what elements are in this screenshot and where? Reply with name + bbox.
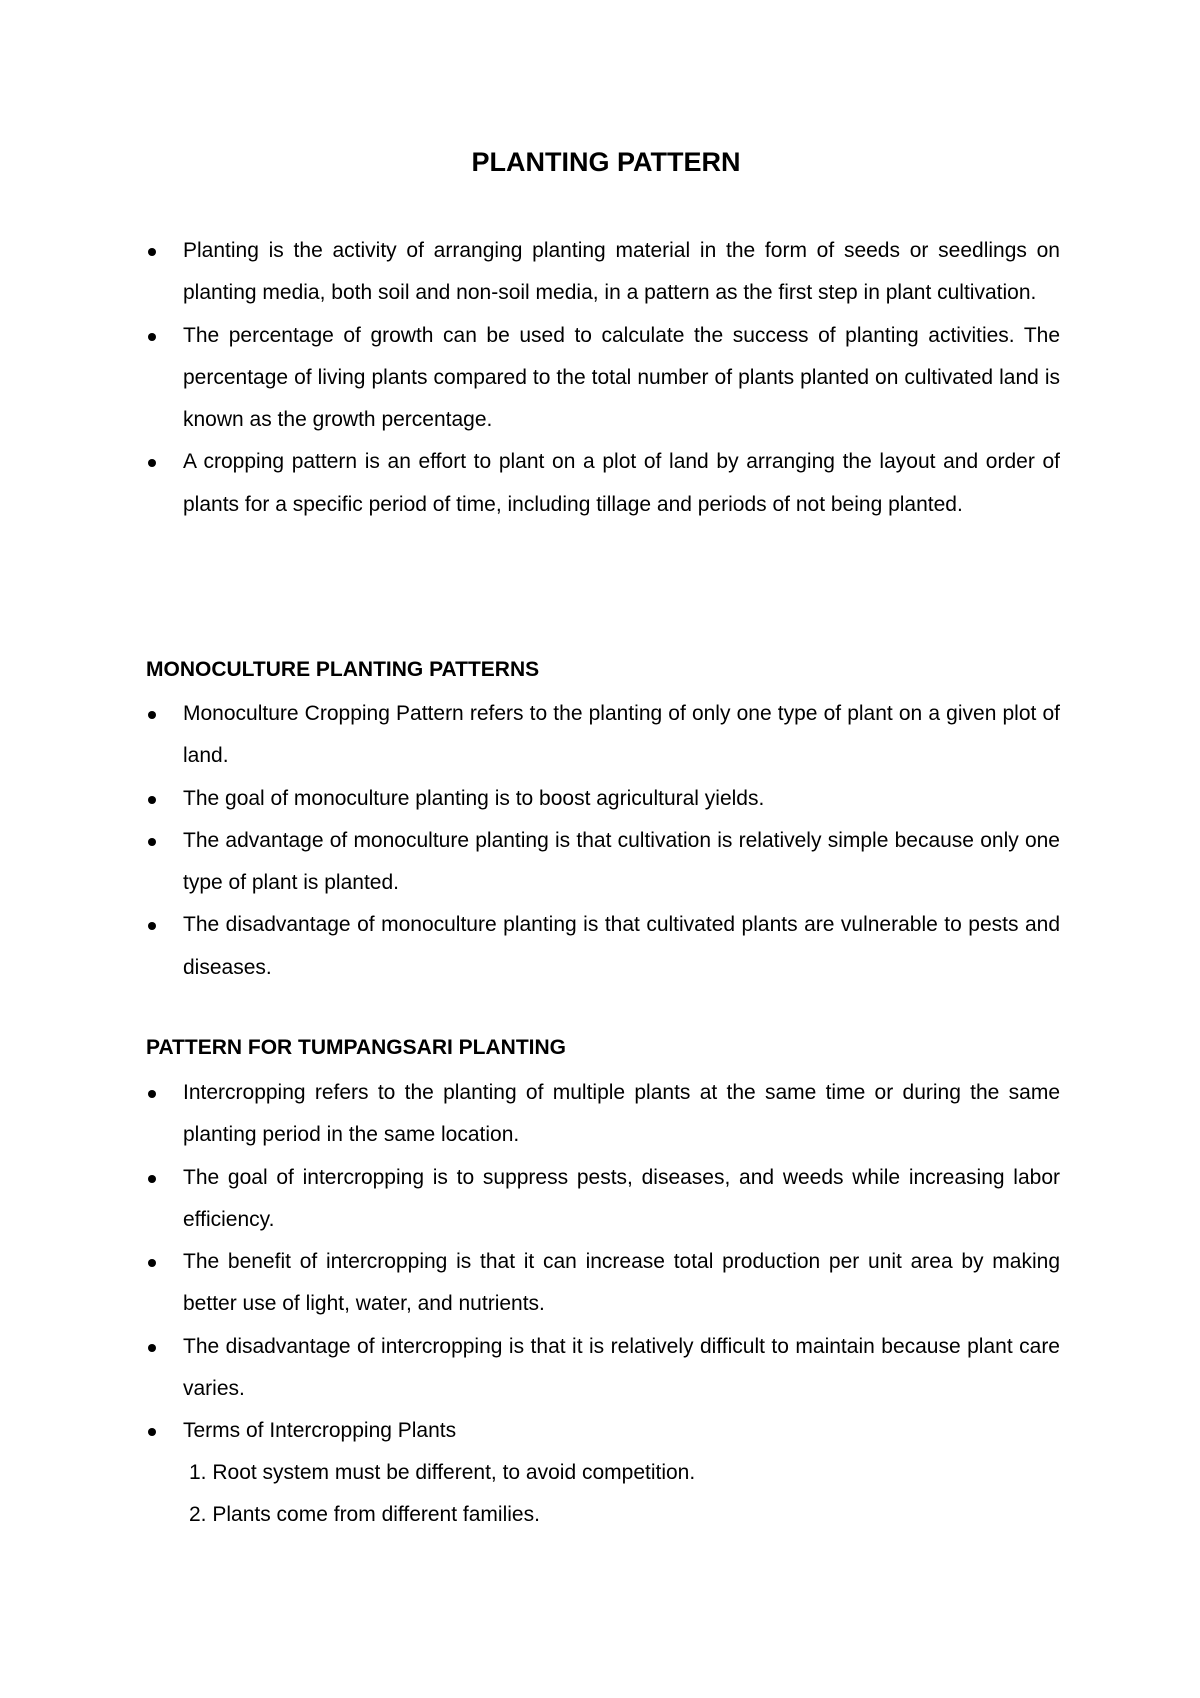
list-item: The percentage of growth can be used to calculate the success of planting activities. The percentage of living plants compared to the total number of plants planted on cultivated land is known as the growth percentage. [146,315,1060,442]
section-heading-monoculture: MONOCULTURE PLANTING PATTERNS [146,658,540,681]
list-item: Intercropping refers to the planting of multiple plants at the same time or during the same planting period in the same location. [146,1072,1060,1157]
intro-bullet-list [146,230,1060,526]
page-title: PLANTING PATTERN [471,147,741,177]
list-item: Monoculture Cropping Pattern refers to the planting of only one type of plant on a given plot of land. [146,693,1060,778]
list-item: A cropping pattern is an effort to plant on a plot of land by arranging the layout and order of plants for a specific period of time, including tillage and periods of not being planted. [146,441,1060,526]
list-item: The goal of intercropping is to suppress pests, diseases, and weeds while increasing labor efficiency. [146,1157,1060,1242]
list-item: The benefit of intercropping is that it can increase total production per unit area by making better use of light, water, and nutrients. [146,1241,1060,1326]
list-item: Planting is the activity of arranging planting material in the form of seeds or seedlings on planting media, both soil and non-soil media, in a pattern as the first step in plant cultivation. [146,230,1060,315]
list-item: The goal of monoculture planting is to boost agricultural yields. [146,778,1060,820]
list-item: The disadvantage of intercropping is that it is relatively difficult to maintain because plant care varies. [146,1326,1060,1411]
list-item: The advantage of monoculture planting is that cultivation is relatively simple because only one type of plant is planted. [146,820,1060,905]
intercropping-terms-list [189,1452,1049,1537]
section-heading-tumpangsari: PATTERN FOR TUMPANGSARI PLANTING [146,1036,566,1059]
list-item: Terms of Intercropping Plants [146,1410,1060,1452]
numbered-item: 2. Plants come from different families. [189,1503,540,1527]
monoculture-bullet-list [146,693,1060,989]
tumpangsari-bullet-list [146,1072,1060,1453]
numbered-item: 1. Root system must be different, to avoid competition. [189,1461,696,1484]
list-item: The disadvantage of monoculture planting is that cultivated plants are vulnerable to pests and diseases. [146,904,1060,989]
